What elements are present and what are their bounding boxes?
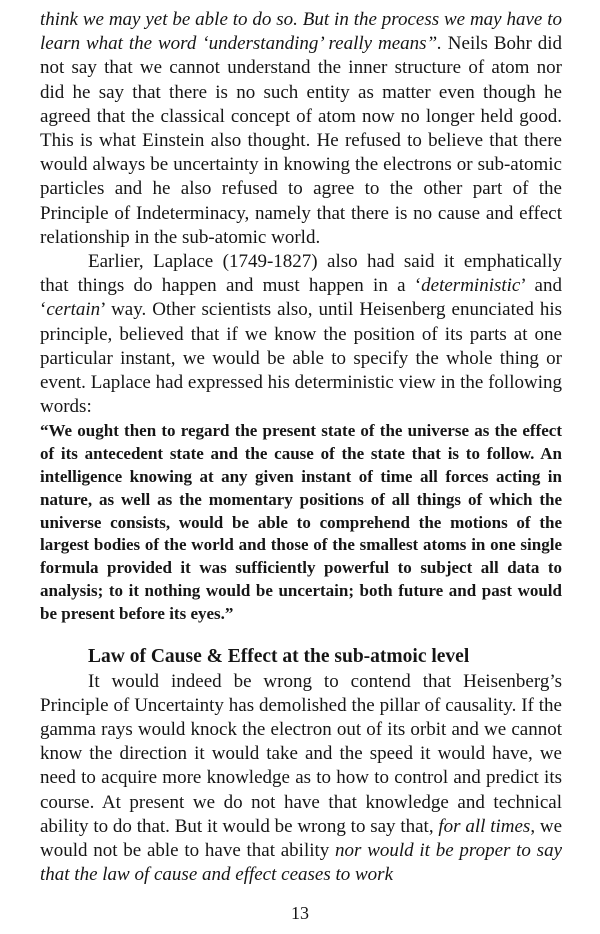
laplace-quote: “We ought then to regard the present state of the universe as the effect of its antecedent state and the cause of the state that is to follow. An intelligence knowing at any given instant of time all forces acting in nature, as well as the momentary positions of all things of which the universe consists, would be able to comprehend the motions of the largest bodies of the world and those of the smallest atoms in one single formula provided it was sufficiently powerful to subject all data to analysis; to it nothing would be uncertain; both future and past would be present before its eyes.” xyxy=(40,421,562,623)
page-number: 13 xyxy=(291,903,309,923)
italic-certain: certain xyxy=(46,299,101,321)
paragraph-text: ’ way. Other scientists also, until Heisenberg enunciated his principle, believed that if we know the position of its parts at one particular instant, we would be able to specify the whole thing or event. Laplace had expressed his deterministic view in the following words: xyxy=(40,299,562,418)
paragraph-laplace xyxy=(40,250,562,419)
paragraph-text: , we would not be able to have that ability xyxy=(40,815,563,862)
paragraph-text: Earlier, Laplace (1749-1827) also had said it emphatically that things do happen and must happen in a ‘ xyxy=(40,251,562,297)
italic-law-of-cause: nor would it be proper to say that the law of cause and effect ceases to work xyxy=(40,840,562,886)
italic-for-all-times: for all times xyxy=(438,815,531,837)
paragraph-text: It would indeed be wrong to contend that Heisenberg’s Principle of Uncertainty has demolished the pillar of causality. If the gamma rays would knock the electron out of its orbit and we cannot know the direction it would take and the speed it would have, we need to acquire more knowledge as to how to control and predict its course. At present we do not have that knowledge and technical ability to do that. But it would be wrong to say that, xyxy=(40,670,562,837)
book-page xyxy=(40,8,562,887)
paragraph-bohr-einstein xyxy=(40,8,562,250)
paragraph-text: ’ and ‘ xyxy=(40,275,562,321)
paragraph-causality xyxy=(40,670,562,888)
italic-deterministic: deterministic xyxy=(421,275,521,297)
paragraph-text: Neils Bohr did not say that we cannot understand the inner structure of atom nor did he say that there is no such entity as matter even though he agreed that the classical concept of atom now no longer held good. This is what Einstein also thought. He refused to believe that there would always be uncertainty in knowing the electrons or sub-atomic particles and he also refused to agree to the other part of the Principle of Indeterminacy, namely that there is no cause and effect relationship in the sub-atomic world. xyxy=(40,33,562,248)
bohr-quote-italic: think we may yet be able to do so. But in the process we may have to learn what the word ‘understanding’ really means”. xyxy=(40,9,562,55)
section-heading: Law of Cause & Effect at the sub-atmoic level xyxy=(88,645,470,667)
